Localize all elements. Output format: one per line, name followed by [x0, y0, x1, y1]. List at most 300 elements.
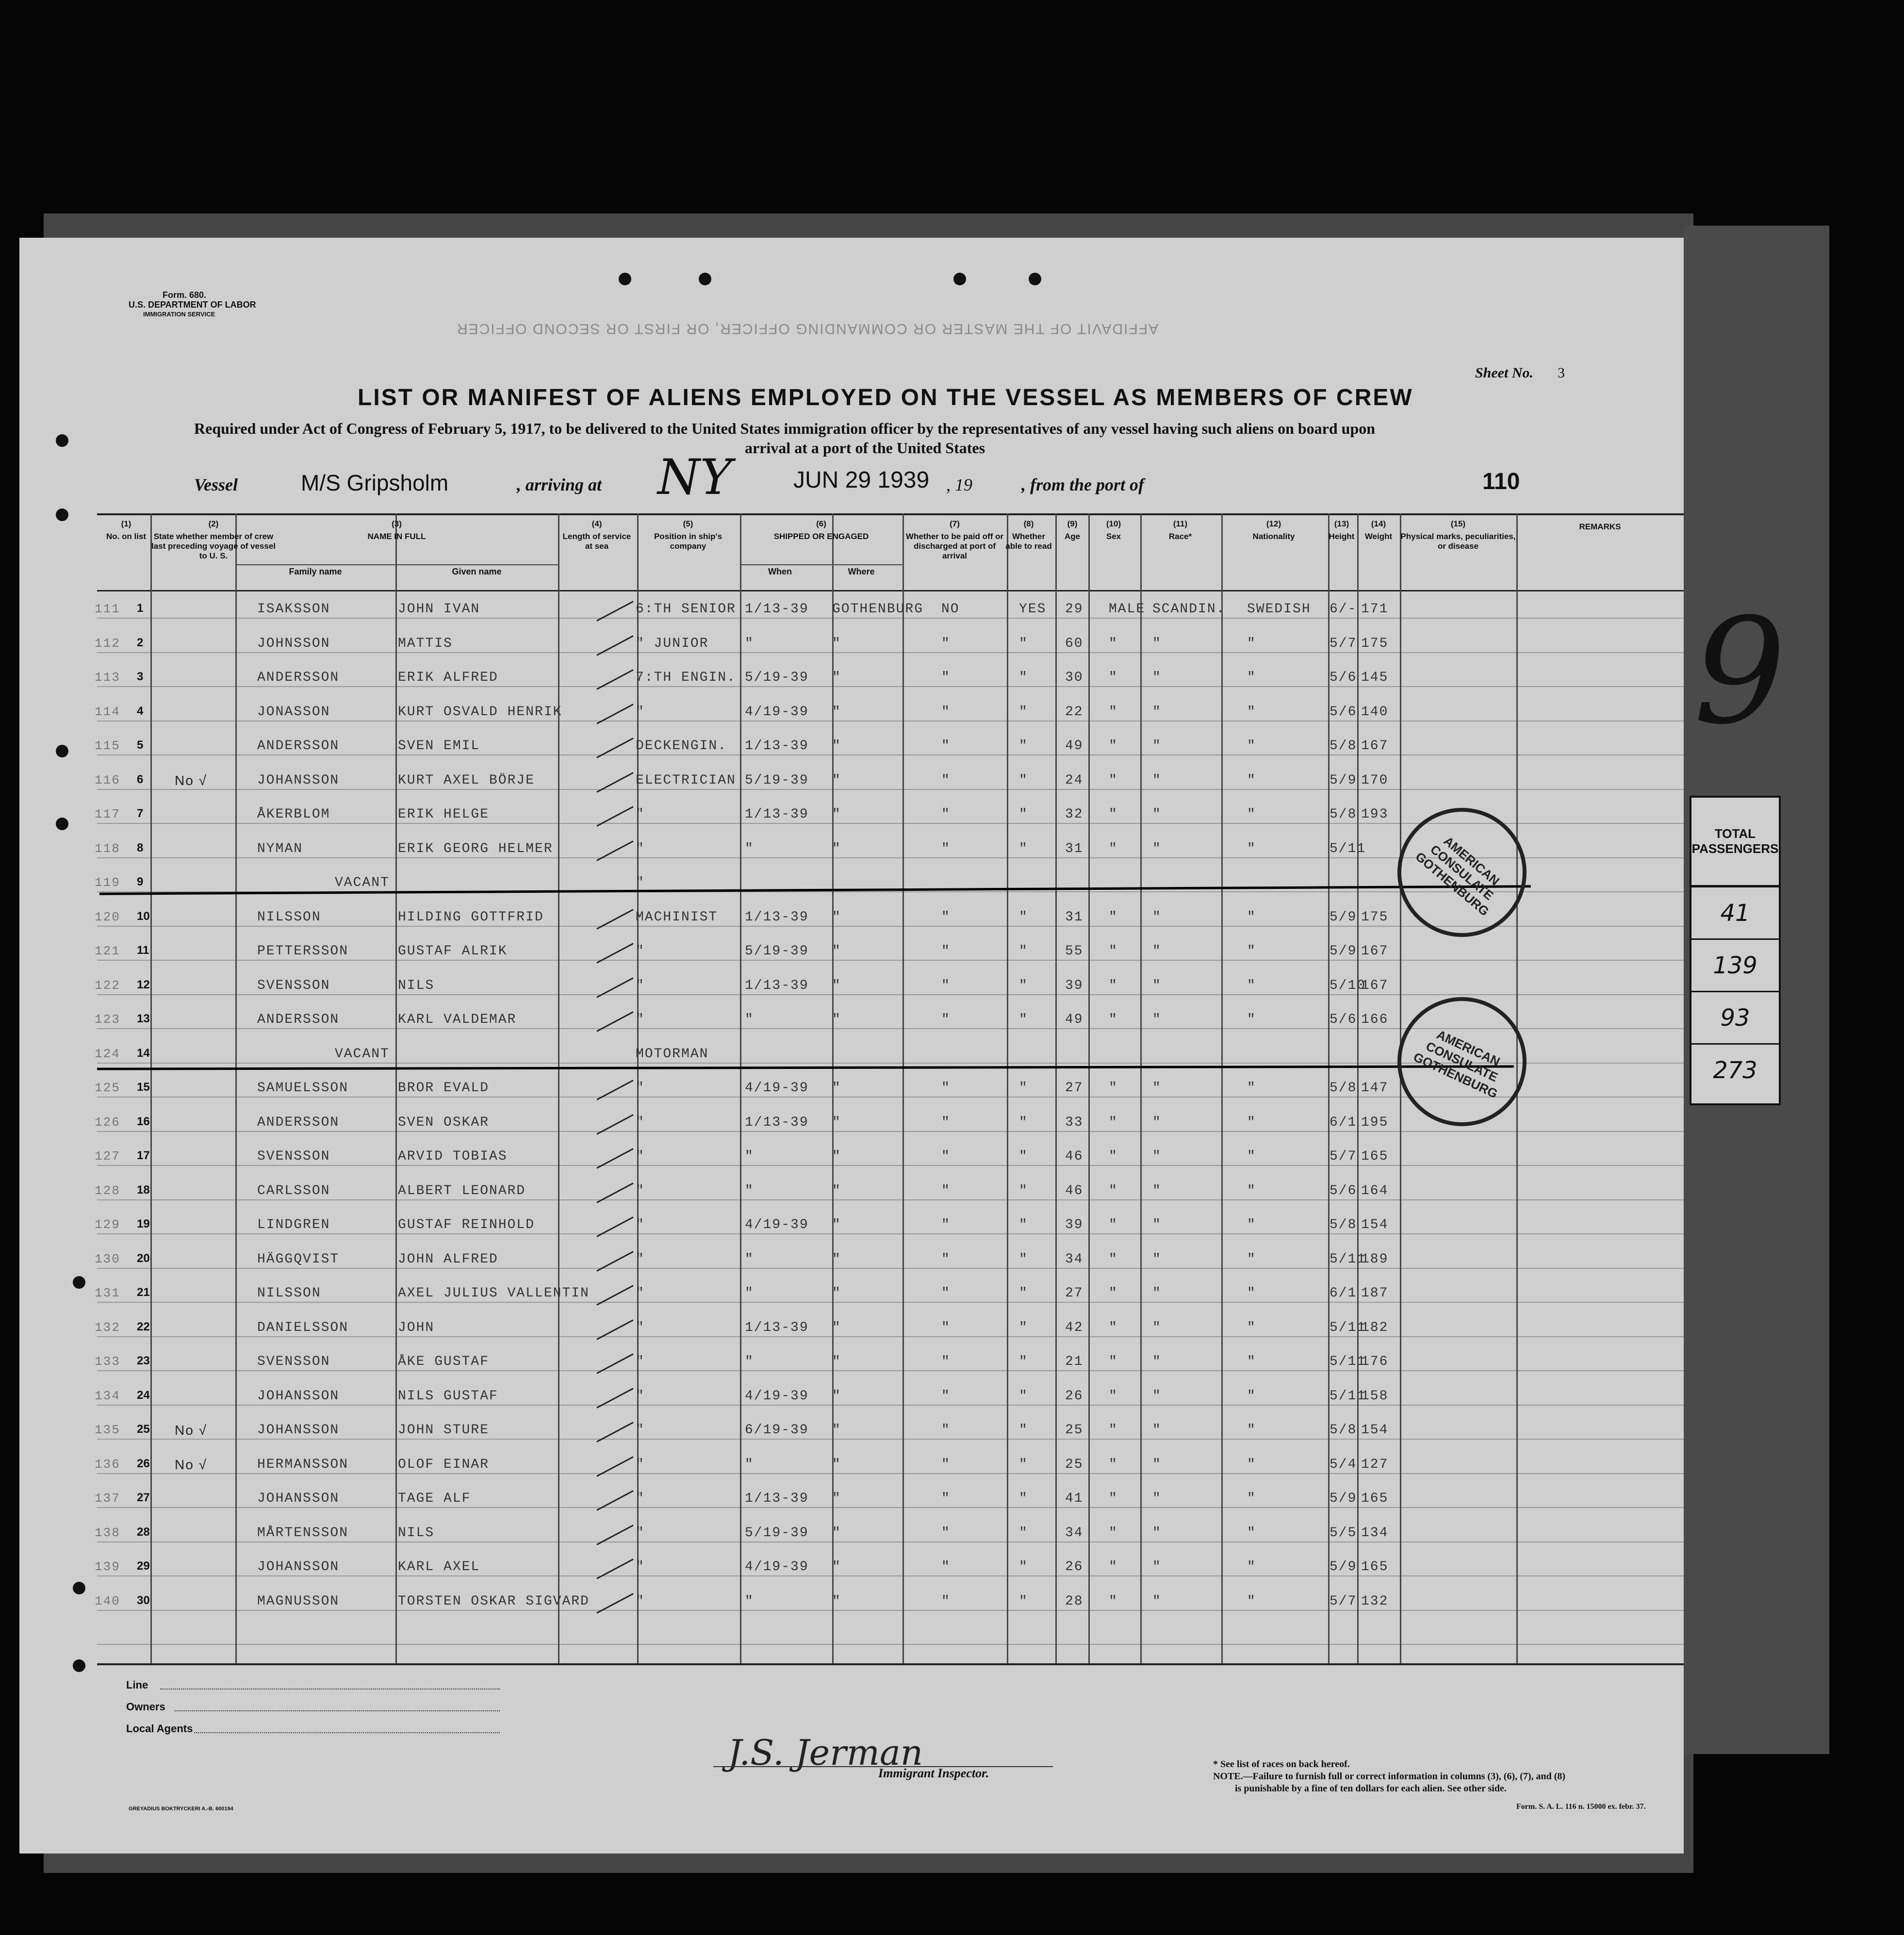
family-name: JOHNSSON — [257, 636, 330, 651]
height: 5/11 — [1330, 841, 1366, 856]
position: MACHINIST — [636, 909, 718, 925]
height: 5/9 — [1330, 1559, 1357, 1574]
position: " — [636, 1525, 645, 1541]
column-label: Sex — [1106, 532, 1121, 541]
weight: 134 — [1361, 1525, 1389, 1541]
able-to-read: " — [1019, 1183, 1028, 1198]
crew-check: No √ — [175, 772, 207, 788]
column-number: (7) — [950, 519, 960, 528]
nationality: " — [1247, 1320, 1256, 1335]
age: 24 — [1065, 772, 1083, 788]
height: 6/1 — [1330, 1115, 1357, 1130]
fine-note-2: is punishable by a fine of ten dollars for each alien. See other side. — [1235, 1783, 1507, 1794]
column-number: (10) — [1106, 519, 1121, 528]
column-divider — [1055, 513, 1057, 1663]
paid-off: " — [941, 704, 951, 720]
column-header-c3 — [235, 519, 558, 541]
column-divider — [1088, 513, 1090, 1663]
paid-off: " — [941, 1183, 951, 1198]
row-number: 8 — [137, 841, 144, 854]
column-header-c6 — [740, 519, 903, 541]
weight: 187 — [1361, 1286, 1389, 1301]
given-name: GUSTAF REINHOLD — [398, 1217, 535, 1232]
age: 29 — [1065, 602, 1083, 617]
column-header-c1 — [99, 519, 153, 541]
column-number: (8) — [1023, 519, 1034, 528]
row-number: 3 — [137, 670, 144, 683]
position: " — [636, 1183, 645, 1198]
row-margin-number: 129 — [95, 1217, 120, 1232]
shipped-where: " — [832, 807, 841, 822]
height: 5/7 — [1330, 1593, 1357, 1609]
row-number: 10 — [137, 909, 150, 923]
able-to-read: " — [1019, 1217, 1028, 1232]
punch-hole — [73, 1659, 85, 1672]
row-margin-number: 140 — [95, 1593, 120, 1608]
punch-hole — [56, 434, 68, 447]
able-to-read: " — [1019, 807, 1028, 822]
age: 46 — [1065, 1149, 1083, 1164]
height: 5/8 — [1330, 807, 1357, 822]
row-number: 25 — [137, 1423, 150, 1436]
height: 5/6 — [1330, 1183, 1357, 1198]
sex: " — [1109, 1251, 1118, 1267]
race: " — [1152, 944, 1162, 959]
position: " — [636, 1354, 645, 1369]
race: " — [1152, 1149, 1162, 1164]
nationality: " — [1247, 1559, 1256, 1574]
position: " — [636, 1081, 645, 1096]
shipped-when: 1/13-39 — [745, 1491, 809, 1506]
shipped-where: " — [832, 1491, 841, 1506]
position: " — [636, 875, 645, 890]
weight: 175 — [1361, 909, 1389, 925]
shipped-when: 5/19-39 — [745, 944, 809, 959]
height: 5/9 — [1330, 944, 1357, 959]
shipped-when: 5/19-39 — [745, 670, 809, 685]
shipped-where: " — [832, 704, 841, 720]
row-margin-number: 124 — [95, 1046, 120, 1061]
line-label: Line — [126, 1679, 148, 1691]
family-name: LINDGREN — [257, 1217, 330, 1232]
age: 46 — [1065, 1183, 1083, 1198]
weight: 147 — [1361, 1081, 1389, 1096]
punch-hole — [56, 508, 68, 521]
nationality: " — [1247, 1286, 1256, 1301]
shipped-subheader-rule — [740, 564, 903, 565]
row-margin-number: 113 — [95, 670, 120, 685]
nationality: " — [1247, 1081, 1256, 1096]
tally-value: 139 — [1691, 940, 1779, 992]
able-to-read: " — [1019, 1286, 1028, 1301]
row-rule — [97, 1165, 1684, 1166]
row-number: 7 — [137, 807, 144, 820]
weight: 165 — [1361, 1491, 1389, 1506]
punch-hole — [699, 273, 711, 285]
row-number: 1 — [137, 602, 144, 615]
row-margin-number: 125 — [95, 1081, 120, 1095]
sex: " — [1109, 1491, 1118, 1506]
column-header-c4 — [558, 519, 636, 551]
column-header-remarks — [1516, 519, 1684, 532]
sex: " — [1109, 1320, 1118, 1335]
row-margin-number: 116 — [95, 772, 120, 787]
shipped-where: " — [832, 1559, 841, 1574]
position: " — [636, 1457, 645, 1472]
able-to-read: " — [1019, 704, 1028, 720]
race: " — [1152, 1423, 1162, 1438]
row-margin-number: 114 — [95, 704, 120, 719]
department: U.S. DEPARTMENT OF LABOR — [129, 300, 256, 310]
race: " — [1152, 1217, 1162, 1232]
fine-note-1: NOTE.—Failure to furnish full or correct information in columns (3), (6), (7), and (8) — [1213, 1771, 1566, 1782]
nationality: " — [1247, 944, 1256, 959]
nationality: " — [1247, 1251, 1256, 1267]
age: 41 — [1065, 1491, 1083, 1506]
arriving-value: NY — [657, 449, 732, 506]
shipped-where: " — [832, 1423, 841, 1438]
tally-value: 273 — [1713, 1056, 1757, 1084]
race: " — [1152, 636, 1162, 651]
race: " — [1152, 978, 1162, 993]
paid-off: " — [941, 1593, 951, 1609]
race: " — [1152, 1251, 1162, 1267]
shipped-when: 1/13-39 — [745, 1320, 809, 1335]
punch-hole — [73, 1582, 85, 1594]
column-label: Whether to be paid off or discharged at port of arrival — [905, 532, 1004, 560]
row-rule — [97, 1131, 1684, 1132]
shipped-when: " — [745, 1593, 754, 1609]
age: 27 — [1065, 1081, 1083, 1096]
row-rule — [97, 652, 1684, 653]
handwritten-side-mark: 9 — [1693, 587, 1786, 756]
nationality: " — [1247, 1423, 1256, 1438]
row-rule — [97, 754, 1684, 755]
row-margin-number: 137 — [95, 1491, 120, 1506]
races-note: * See list of races on back hereof. — [1213, 1759, 1350, 1770]
paid-off: " — [941, 807, 951, 822]
row-number: 18 — [137, 1183, 150, 1197]
race: " — [1152, 1559, 1162, 1574]
shipped-when: " — [745, 636, 754, 651]
shipped-where: " — [832, 1525, 841, 1541]
shipped-where: " — [832, 1593, 841, 1609]
nationality: " — [1247, 807, 1256, 822]
height: 6/- — [1330, 602, 1357, 617]
age: 42 — [1065, 1320, 1083, 1335]
weight: 145 — [1361, 670, 1389, 685]
sex: " — [1109, 670, 1118, 685]
family-name: ANDERSSON — [257, 670, 340, 685]
given-name: AXEL JULIUS VALLENTIN — [398, 1286, 590, 1301]
column-label: No. on list — [106, 532, 147, 541]
weight: 140 — [1361, 704, 1389, 720]
tally-header-line-2: PASSENGERS — [1691, 841, 1779, 856]
row-number: 6 — [137, 772, 144, 786]
age: 26 — [1065, 1559, 1083, 1574]
race: " — [1152, 807, 1162, 822]
sheet-value: 3 — [1558, 365, 1565, 381]
race: " — [1152, 1593, 1162, 1609]
row-number: 16 — [137, 1115, 150, 1128]
age: 49 — [1065, 738, 1083, 754]
shipped-when: 1/13-39 — [745, 909, 809, 925]
age: 26 — [1065, 1388, 1083, 1404]
nationality: " — [1247, 670, 1256, 685]
family-name: SAMUELSSON — [257, 1081, 349, 1096]
shipped-where: " — [832, 670, 841, 685]
family-name: ANDERSSON — [257, 1115, 340, 1130]
given-name: KURT AXEL BÖRJE — [398, 772, 535, 788]
shipped-where: " — [832, 1251, 841, 1267]
tally-value: 41 — [1691, 887, 1779, 940]
row-margin-number: 136 — [95, 1457, 120, 1472]
given-name: JOHN — [398, 1320, 435, 1335]
vessel-label: Vessel — [194, 475, 238, 494]
vessel-value: M/S Gripsholm — [301, 470, 449, 495]
row-margin-number: 119 — [95, 875, 120, 890]
subtitle-line-2: arrival at a port of the United States — [745, 439, 985, 457]
able-to-read: " — [1019, 1354, 1028, 1369]
height: 5/7 — [1330, 636, 1357, 651]
paid-off: " — [941, 1217, 951, 1232]
shipped-when: " — [745, 1183, 754, 1198]
sex: " — [1109, 704, 1118, 720]
inspector-signature: J.S. Jerman — [728, 1732, 923, 1773]
column-number: (5) — [683, 519, 693, 528]
family-name: ANDERSSON — [257, 1012, 340, 1027]
nationality: " — [1247, 1012, 1256, 1027]
row-rule — [97, 1439, 1684, 1440]
given-name: ALBERT LEONARD — [398, 1183, 526, 1198]
shipped-when: 4/19-39 — [745, 1081, 809, 1096]
family-name: SVENSSON — [257, 1354, 330, 1369]
row-rule — [97, 1610, 1684, 1611]
race: " — [1152, 738, 1162, 754]
punch-hole — [73, 1276, 85, 1289]
row-number: 20 — [137, 1251, 150, 1265]
row-number: 2 — [137, 636, 144, 649]
shipped-when: 5/19-39 — [745, 772, 809, 788]
row-rule — [97, 1336, 1684, 1337]
given-name: ERIK ALFRED — [398, 670, 498, 685]
row-rule — [97, 1405, 1684, 1406]
position: 7:TH ENGIN. — [636, 670, 736, 685]
age: 60 — [1065, 636, 1083, 651]
height: 5/6 — [1330, 670, 1357, 685]
tally-value: 93 — [1691, 992, 1779, 1045]
punch-hole — [953, 273, 966, 285]
row-number: 4 — [137, 704, 144, 718]
age: 25 — [1065, 1423, 1083, 1438]
weight: 176 — [1361, 1354, 1389, 1369]
position: " — [636, 944, 645, 959]
weight: 170 — [1361, 772, 1389, 788]
family-name: CARLSSON — [257, 1183, 330, 1198]
faint-mirror-header: AFFIDAVIT OF THE MASTER OR COMMANDING OFFICER, OR FIRST OR SECOND OFFICER — [456, 321, 1159, 337]
nationality: " — [1247, 1115, 1256, 1130]
column-divider — [1357, 513, 1359, 1663]
able-to-read: " — [1019, 1320, 1028, 1335]
height: 5/9 — [1330, 909, 1357, 925]
column-divider — [903, 513, 904, 1663]
sex: " — [1109, 1149, 1118, 1164]
row-number: 22 — [137, 1320, 150, 1333]
nationality: " — [1247, 1457, 1256, 1472]
height: 5/11 — [1330, 1320, 1366, 1335]
column-subheader: When — [768, 567, 792, 576]
family-name: PETTERSSON — [257, 944, 349, 959]
sex: " — [1109, 1081, 1118, 1096]
sheet-label: Sheet No. — [1475, 365, 1533, 381]
position: " — [636, 841, 645, 856]
row-rule — [97, 721, 1684, 722]
column-divider — [235, 513, 237, 1663]
printer-mark: GREYADIUS BOKTRYCKERI A.-B. 600194 — [129, 1806, 233, 1812]
shipped-where: " — [832, 772, 841, 788]
paid-off: " — [941, 1525, 951, 1541]
shipped-where: " — [832, 944, 841, 959]
shipped-when: " — [745, 1149, 754, 1164]
column-number: (12) — [1266, 519, 1281, 528]
row-margin-number: 121 — [95, 944, 120, 958]
row-margin-number: 128 — [95, 1183, 120, 1198]
shipped-when: " — [745, 841, 754, 856]
nationality: " — [1247, 1217, 1256, 1232]
position: " — [636, 704, 645, 720]
form-number: Form. 680. — [163, 290, 207, 300]
row-rule — [97, 618, 1684, 619]
column-header-c8 — [1004, 519, 1053, 551]
shipped-when: 4/19-39 — [745, 704, 809, 720]
punch-hole — [619, 273, 631, 285]
shipped-when: 1/13-39 — [745, 738, 809, 754]
race: " — [1152, 1525, 1162, 1541]
nationality: " — [1247, 1354, 1256, 1369]
race: " — [1152, 1081, 1162, 1096]
year-prefix: , 19 — [946, 475, 972, 494]
weight: 171 — [1361, 602, 1389, 617]
position: " — [636, 1320, 645, 1335]
sex: " — [1109, 1559, 1118, 1574]
paid-off: " — [941, 1149, 951, 1164]
row-margin-number: 130 — [95, 1251, 120, 1266]
page-title: LIST OR MANIFEST OF ALIENS EMPLOYED ON THE VESSEL AS MEMBERS OF CREW — [358, 385, 1413, 410]
row-rule — [97, 1302, 1684, 1303]
race: " — [1152, 1286, 1162, 1301]
race: " — [1152, 772, 1162, 788]
column-label: Race* — [1168, 532, 1192, 541]
row-number: 30 — [137, 1593, 150, 1607]
shipped-where: " — [832, 1012, 841, 1027]
able-to-read: " — [1019, 1251, 1028, 1267]
shipped-where: " — [832, 1115, 841, 1130]
row-margin-number: 131 — [95, 1286, 120, 1300]
height: 5/11 — [1330, 1251, 1366, 1267]
sex: " — [1109, 1388, 1118, 1404]
paid-off: " — [941, 1115, 951, 1130]
able-to-read: " — [1019, 1388, 1028, 1404]
sex: " — [1109, 944, 1118, 959]
row-margin-number: 118 — [95, 841, 120, 856]
column-divider — [1140, 513, 1142, 1663]
sex: " — [1109, 841, 1118, 856]
age: 31 — [1065, 841, 1083, 856]
nationality: " — [1247, 1593, 1256, 1609]
local-agents-label: Local Agents — [126, 1722, 193, 1735]
nationality: " — [1247, 1525, 1256, 1541]
able-to-read: " — [1019, 1012, 1028, 1027]
height: 5/5 — [1330, 1525, 1357, 1541]
family-name: HERMANSSON — [257, 1457, 349, 1472]
row-rule — [97, 994, 1684, 995]
able-to-read: " — [1019, 1149, 1028, 1164]
shipped-where: " — [832, 909, 841, 925]
height: 5/8 — [1330, 738, 1357, 754]
column-number: (13) — [1334, 519, 1349, 528]
shipped-when: " — [745, 1354, 754, 1369]
age: 25 — [1065, 1457, 1083, 1472]
crew-check: No √ — [175, 1423, 207, 1438]
paid-off: " — [941, 1388, 951, 1404]
given-name: VACANT — [335, 875, 390, 890]
position: " — [636, 1012, 645, 1027]
height: 5/6 — [1330, 1012, 1357, 1027]
paid-off: " — [941, 1423, 951, 1438]
row-margin-number: 126 — [95, 1115, 120, 1130]
sex: " — [1109, 1286, 1118, 1301]
shipped-when: " — [745, 1251, 754, 1267]
paid-off: " — [941, 1354, 951, 1369]
name-subheader-rule — [235, 564, 558, 565]
weight: 166 — [1361, 1012, 1389, 1027]
nationality: " — [1247, 1149, 1256, 1164]
sex: " — [1109, 636, 1118, 651]
weight: 165 — [1361, 1559, 1389, 1574]
row-number: 5 — [137, 738, 144, 752]
row-number: 13 — [137, 1012, 150, 1025]
row-rule — [97, 1473, 1684, 1474]
row-rule — [97, 1370, 1684, 1371]
port-label: , from the port of — [1021, 475, 1145, 494]
weight: 193 — [1361, 807, 1389, 822]
given-name: TORSTEN OSKAR SIGVARD — [398, 1593, 590, 1609]
race: " — [1152, 841, 1162, 856]
height: 5/11 — [1330, 1354, 1366, 1369]
weight: 158 — [1361, 1388, 1389, 1404]
row-number: 23 — [137, 1354, 150, 1367]
position: " — [636, 1115, 645, 1130]
age: 34 — [1065, 1525, 1083, 1541]
family-name: ÅKERBLOM — [257, 807, 330, 822]
nationality: " — [1247, 909, 1256, 925]
family-name: JOHANSSON — [257, 1423, 340, 1438]
shipped-where: " — [832, 1286, 841, 1301]
race: " — [1152, 1457, 1162, 1472]
row-margin-number: 139 — [95, 1559, 120, 1574]
able-to-read: " — [1019, 636, 1028, 651]
family-name: SVENSSON — [257, 978, 330, 993]
row-margin-number: 115 — [95, 738, 120, 753]
given-name: JOHN STURE — [398, 1423, 490, 1438]
able-to-read: " — [1019, 841, 1028, 856]
height: 5/11 — [1330, 1388, 1366, 1404]
shipped-when: 5/19-39 — [745, 1525, 809, 1541]
nationality: " — [1247, 772, 1256, 788]
column-number: (11) — [1173, 519, 1188, 528]
column-header-c13 — [1327, 519, 1356, 541]
sex: " — [1109, 1593, 1118, 1609]
